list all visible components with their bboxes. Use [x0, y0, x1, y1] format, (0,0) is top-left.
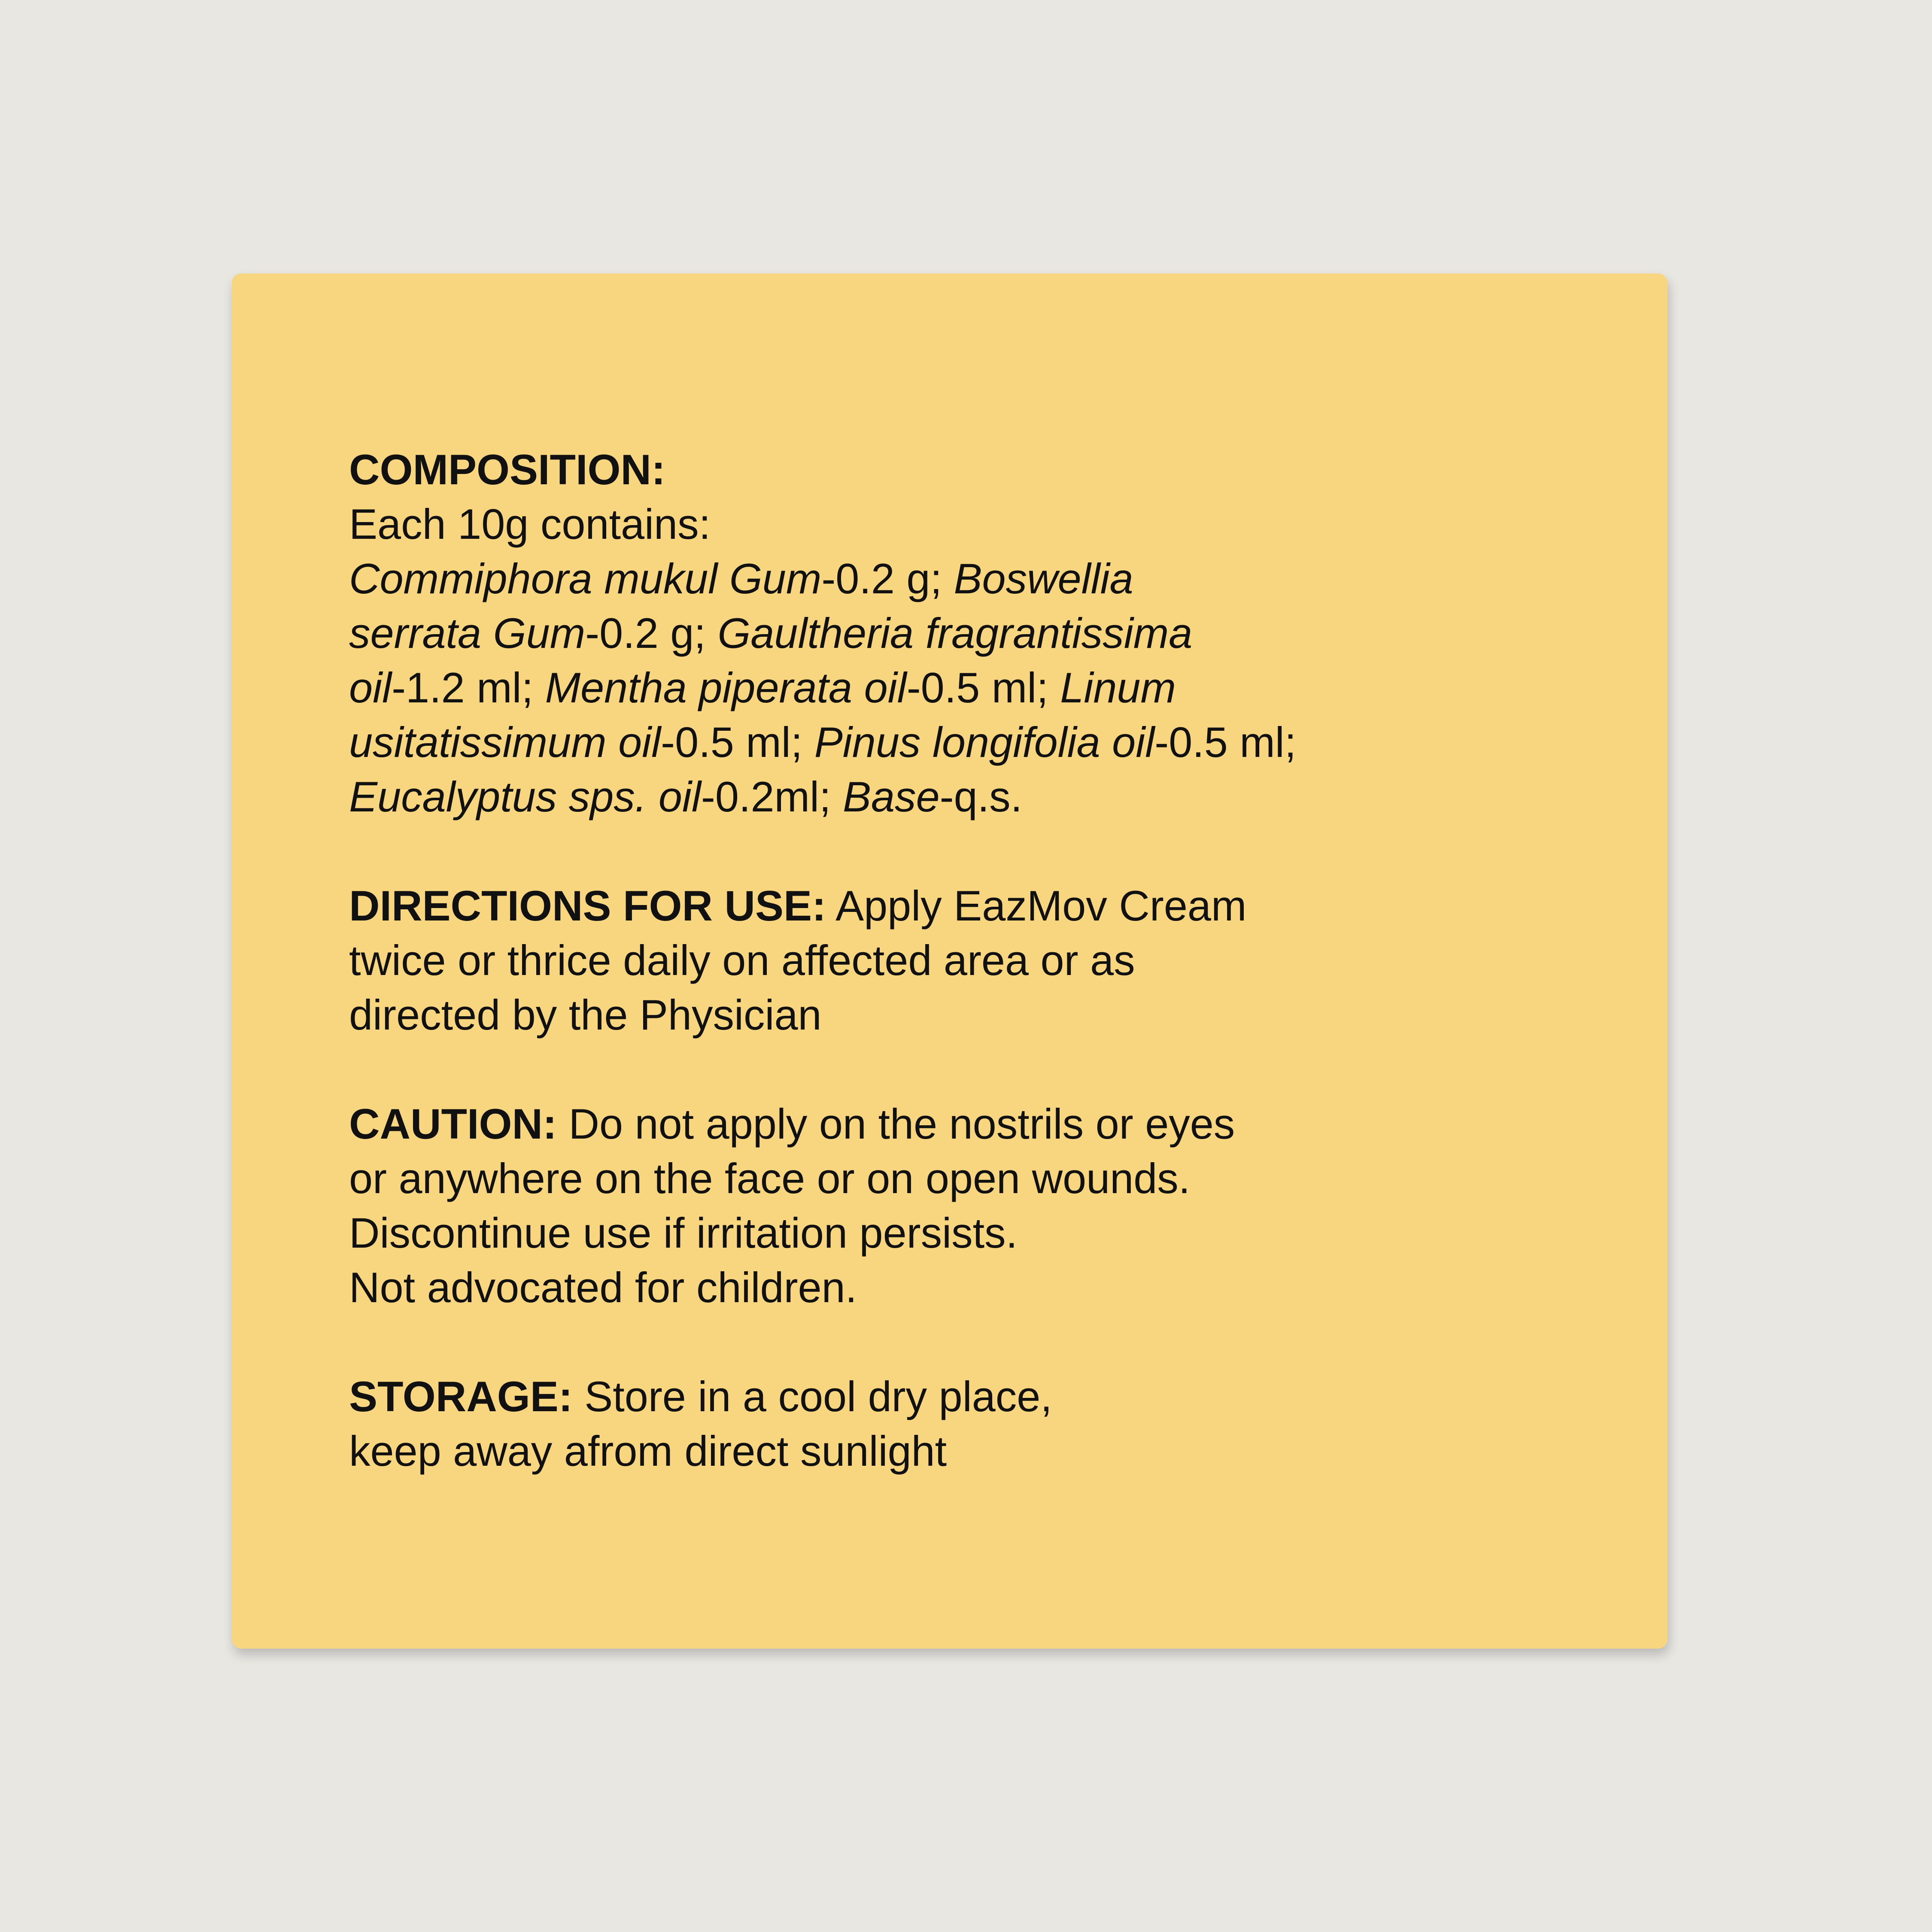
caution-text: Discontinue use if irritation persists. — [349, 1209, 1018, 1257]
storage-heading: STORAGE: — [349, 1373, 573, 1420]
ingredient-name: Mentha piperata oil — [545, 664, 907, 711]
product-info-label — [232, 273, 1668, 1649]
directions-text: directed by the Physician — [349, 991, 822, 1039]
ingredient-name: Pinus longifolia oil — [814, 718, 1155, 766]
ingredients-line-2: serrata Gum-0.2 g; Gaultheria fragrantissima — [349, 609, 1193, 657]
composition-heading: COMPOSITION: — [349, 446, 665, 493]
ingredient-name-part: oil — [349, 664, 392, 711]
composition-section — [349, 442, 1668, 824]
directions-text: Apply EazMov Cream — [835, 882, 1247, 930]
ingredient-quantity: -0.2 g — [585, 609, 694, 657]
ingredient-name-part: Gaultheria fragrantissima — [717, 609, 1193, 657]
directions-section — [349, 878, 1668, 1042]
storage-text: Store in a cool dry place, — [584, 1373, 1052, 1420]
ingredient-name-part: usitatissimum oil — [349, 718, 661, 766]
caution-section — [349, 1097, 1668, 1315]
ingredient-quantity: -0.5 ml — [906, 664, 1037, 711]
ingredient-name: Base — [842, 773, 940, 820]
ingredient-name: Eucalyptus sps. oil — [349, 773, 701, 820]
ingredient-name: Commiphora mukul Gum — [349, 555, 822, 602]
ingredient-name-part: Linum — [1060, 664, 1176, 711]
storage-section — [349, 1369, 1668, 1478]
composition-intro: Each 10g contains: — [349, 500, 711, 548]
ingredient-quantity: -0.5 ml — [661, 718, 791, 766]
caution-heading: CAUTION: — [349, 1100, 557, 1148]
ingredient-quantity: -0.2ml — [701, 773, 819, 820]
caution-text: or anywhere on the face or on open wounds. — [349, 1154, 1191, 1202]
directions-text: twice or thrice daily on affected area or as — [349, 936, 1135, 984]
storage-line-1 — [349, 1369, 1668, 1424]
ingredients-line-1: Commiphora mukul Gum-0.2 g; Boswellia — [349, 555, 1133, 602]
caution-text: Not advocated for children. — [349, 1264, 857, 1311]
ingredients-line-5: Eucalyptus sps. oil-0.2ml; Base-q.s. — [349, 773, 1023, 820]
ingredient-quantity: -0.5 ml — [1154, 718, 1285, 766]
ingredient-name-part: serrata Gum — [349, 609, 586, 657]
caution-text: Do not apply on the nostrils or eyes — [568, 1100, 1235, 1148]
ingredient-quantity: -q.s. — [939, 773, 1023, 820]
directions-line-1 — [349, 878, 1668, 933]
storage-text: keep away afrom direct sunlight — [349, 1427, 947, 1475]
ingredient-quantity: -0.2 g — [821, 555, 930, 602]
ingredient-quantity: -1.2 ml — [392, 664, 522, 711]
ingredient-name-part: Boswellia — [954, 555, 1133, 602]
ingredients-line-4: usitatissimum oil-0.5 ml; Pinus longifolia oil-0.5 ml; — [349, 718, 1297, 766]
caution-line-1 — [349, 1097, 1668, 1151]
ingredients-line-3: oil-1.2 ml; Mentha piperata oil-0.5 ml; Linum — [349, 664, 1176, 711]
directions-heading: DIRECTIONS FOR USE: — [349, 882, 826, 930]
